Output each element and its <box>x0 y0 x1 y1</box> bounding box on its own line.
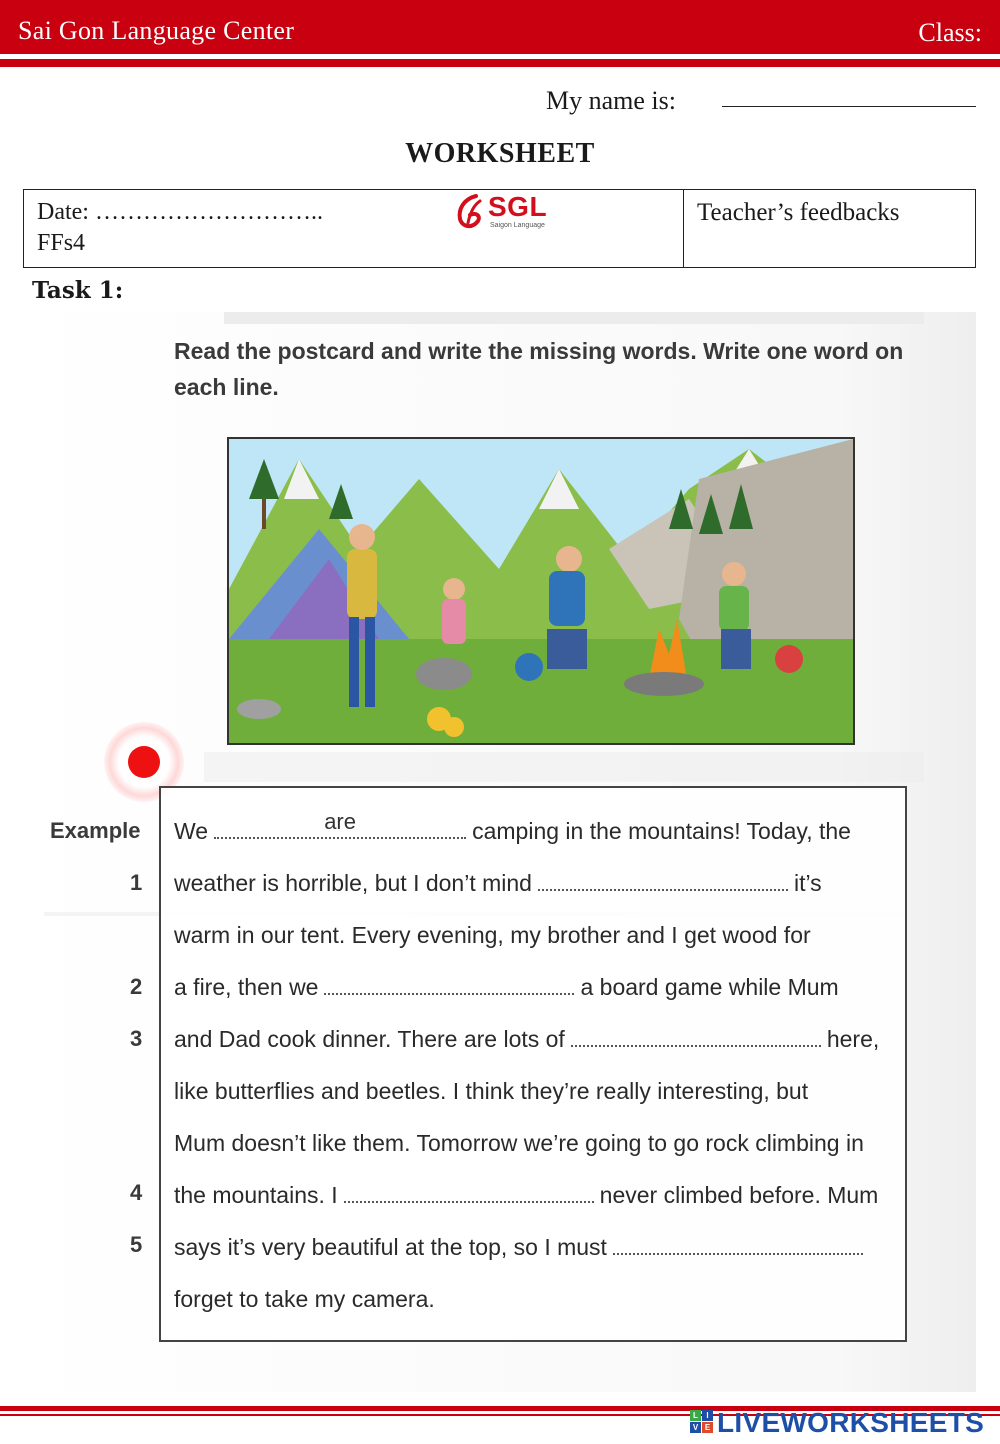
record-button[interactable] <box>128 746 160 778</box>
info-table <box>23 189 976 268</box>
example-answer: are <box>324 809 356 834</box>
answer-blank-3[interactable] <box>571 1027 821 1047</box>
postcard-line: We are camping in the mountains! Today, the <box>174 809 851 844</box>
example-label: Example <box>50 818 141 843</box>
scan-shadow <box>204 752 924 782</box>
sgl-logo <box>454 191 554 235</box>
postcard-line: Mum doesn’t like them. Tomorrow we’re going to go rock climbing in <box>174 1130 864 1156</box>
camping-illustration <box>227 437 855 745</box>
postcard-line: the mountains. I never climbed before. Mum <box>174 1182 879 1208</box>
header-underline <box>0 59 1000 67</box>
postcard-line: and Dad cook dinner. There are lots of here, <box>174 1026 880 1052</box>
postcard-line: warm in our tent. Every evening, my brother and I get wood for <box>174 922 811 948</box>
logo-subtext: Saigon Language <box>490 222 545 229</box>
item-number-5: 5 <box>130 1232 143 1257</box>
item-number-2: 2 <box>130 974 143 999</box>
answer-blank-2[interactable] <box>324 975 574 995</box>
item-number-1: 1 <box>130 870 143 895</box>
postcard-line: says it’s very beautiful at the top, so I must <box>174 1234 869 1261</box>
logo-text: SGL <box>488 191 548 222</box>
postcard-line: like butterflies and beetles. I think they’re really interesting, but <box>174 1078 809 1104</box>
date-field: Date: ……………………….. <box>37 199 323 225</box>
answer-blank-1[interactable] <box>538 871 788 891</box>
example-blank <box>214 809 466 839</box>
postcard-line: forget to take my camera. <box>174 1286 435 1312</box>
class-code: FFs4 <box>37 230 86 256</box>
instructions: Read the postcard and write the missing words. Write one word on each line. <box>174 338 904 400</box>
header-bar <box>0 0 1000 54</box>
brand-text: LIVEWORKSHEETS <box>717 1407 985 1438</box>
postcard-line: a fire, then we a board game while Mum <box>174 974 839 1000</box>
liveworksheets-logo-icon: L I V E <box>690 1410 714 1434</box>
answer-blank-4[interactable] <box>344 1183 594 1203</box>
center-name: Sai Gon Language Center <box>18 16 295 45</box>
postcard-line: weather is horrible, but I don’t mind it’s <box>174 870 822 896</box>
class-label: Class: <box>918 18 982 47</box>
sgl-swirl-icon <box>454 193 486 231</box>
worksheet-title: WORKSHEET <box>405 138 595 169</box>
table-divider <box>683 190 684 267</box>
task-label: Task 1: <box>32 277 124 304</box>
item-number-3: 3 <box>130 1026 143 1051</box>
teacher-feedback-label: Teacher’s feedbacks <box>697 199 900 226</box>
name-field-line[interactable] <box>722 106 976 107</box>
answer-blank-5[interactable] <box>613 1235 863 1255</box>
scan-shadow <box>224 312 924 324</box>
name-label: My name is: <box>546 86 676 115</box>
item-number-4: 4 <box>130 1180 143 1205</box>
